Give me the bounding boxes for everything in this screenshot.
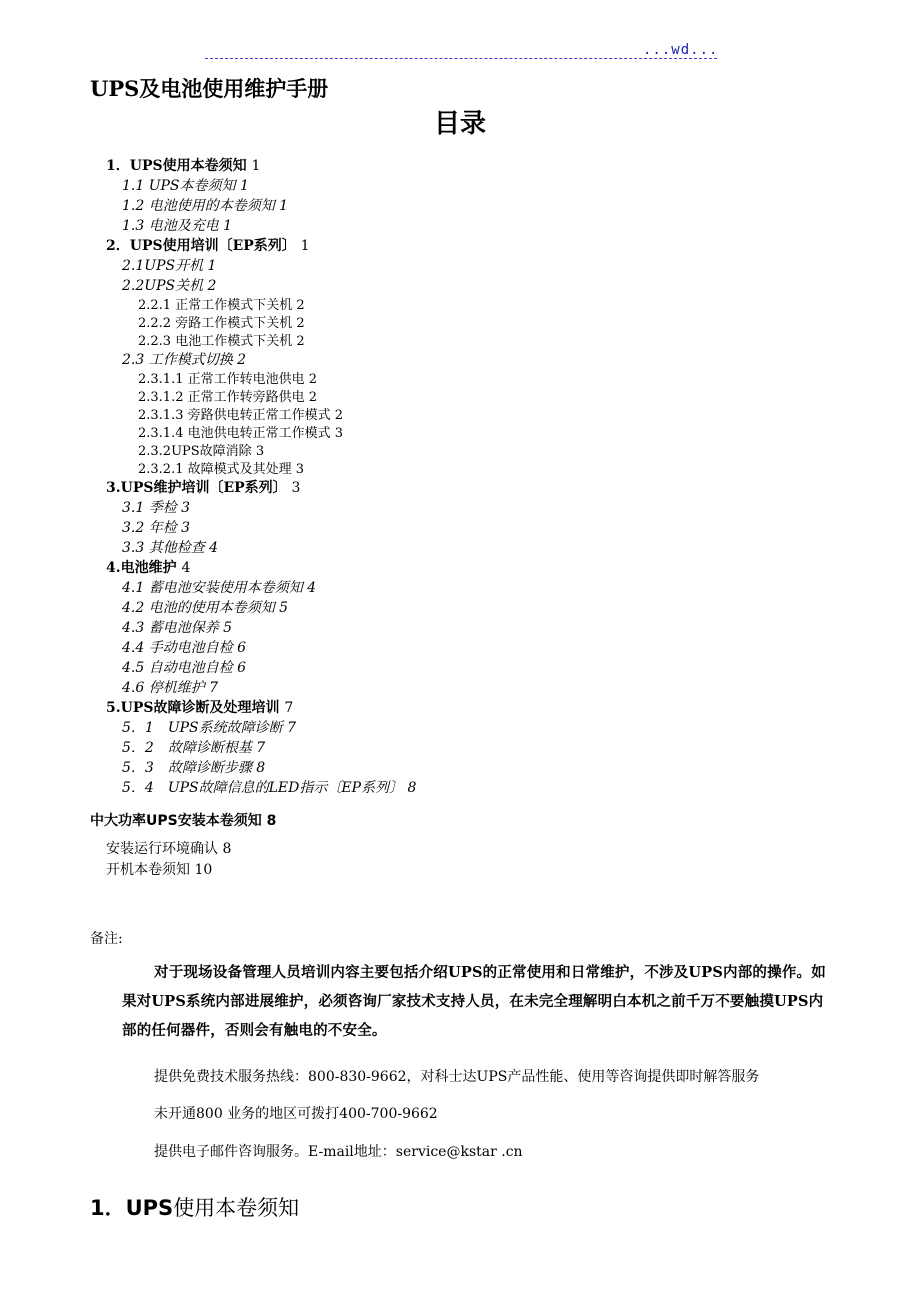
toc-entry-page: 7 [209,680,219,696]
toc-entry-page: 1 [300,238,310,254]
toc-entry-page: 2 [296,298,305,313]
toc-entry[interactable] [138,386,317,405]
toc-entry[interactable] [122,577,316,597]
header-dashed-rule [205,58,717,59]
toc-entry-label: 1.2 电池使用的本卷须知 [122,198,275,214]
alt-hotline-line: 未开通800 业务的地区可拨打400-700-9662 [154,1106,438,1122]
toc-entry-label: 5.UPS故障诊断及处理培训 [106,700,280,716]
toc-entry[interactable] [106,859,212,879]
notes-paragraph: 对于现场设备管理人员培训内容主要包括介绍UPS的正常使用和日常维护，不涉及UPS内部的操作。如果对UPS系统内部进展维护，必须咨询厂家技术支持人员，在未完全理解明白本机之前千万不要触摸UPS内部的任何器件，否则会有触电的不安全。 [122,964,826,1039]
toc-entry[interactable] [106,235,310,255]
toc-entry-page: 1 [251,158,261,174]
toc-entry-page: 5 [279,600,289,616]
toc-entry-label: 2.2.2 旁路工作模式下关机 [138,316,293,331]
toc-entry-label: 2.2.1 正常工作模式下关机 [138,298,293,313]
toc-entry-label: 3.2 年检 [122,520,177,536]
toc-entry[interactable] [122,349,246,369]
toc-entry-label: 2.3.1.1 正常工作转电池供电 [138,372,305,387]
toc-entry-page: 6 [237,660,247,676]
toc-entry-label: 2.3.2UPS故障消除 [138,444,252,459]
toc-entry[interactable] [138,422,343,441]
toc-entry[interactable] [122,717,296,737]
toc-entry[interactable] [122,497,190,517]
toc-entry-page: 8 [407,780,417,796]
toc-entry-page: 7 [287,720,296,736]
toc-entry[interactable] [122,757,265,777]
toc-entry[interactable] [122,255,216,275]
toc-entry-page: 8 [256,760,266,776]
toc-entry-page: 3 [181,520,191,536]
toc-entry-page: 10 [194,862,213,878]
toc-entry-label: 1．UPS使用本卷须知 [106,158,247,174]
header-watermark: ...wd... [643,42,719,58]
toc-entry-page: 3 [255,444,265,459]
toc-entry-label: 4.2 电池的使用本卷须知 [122,600,275,616]
toc-entry[interactable] [138,294,305,313]
email-line: 提供电子邮件咨询服务。E-mail地址：service@kstar .cn [154,1144,523,1160]
toc-entry-label: 5．1 UPS系统故障诊断 [122,720,283,736]
toc-entry[interactable] [122,175,249,195]
toc-entry-label: 3.3 其他检查 [122,540,205,556]
toc-entry-page: 4 [209,540,219,556]
extra-section-title: 中大功率UPS安装本卷须知 8 [90,813,277,829]
toc-entry[interactable] [122,657,246,677]
toc-entry[interactable] [122,737,265,757]
notes-label: 备注: [90,931,123,947]
toc-entry[interactable] [106,557,190,577]
toc-entry-page: 2 [334,408,344,423]
toc-entry-page: 3 [334,426,344,441]
section-heading [90,1192,299,1222]
section-title: 使用本卷须知 [173,1196,300,1220]
toc-entry-page: 2 [308,390,318,405]
toc-entry-page: 3 [295,462,305,477]
toc-entry[interactable] [138,330,305,349]
toc-entry-label: 5．2 故障诊断根基 [122,740,252,756]
section-number: 1．UPS [90,1196,174,1220]
toc-entry-label: 4.4 手动电池自检 [122,640,233,656]
toc-entry-label: 2.3 工作模式切换 [122,352,233,368]
toc-entry[interactable] [122,215,232,235]
toc-entry[interactable] [122,637,246,657]
toc-entry-page: 7 [284,700,294,716]
toc-entry[interactable] [122,597,288,617]
toc-entry-page: 8 [222,841,232,857]
toc-entry-page: 2 [296,316,305,331]
toc-entry-page: 2 [296,334,305,349]
toc-entry-label: 4.5 自动电池自检 [122,660,233,676]
toc-entry-label: 1.1 UPS本卷须知 [122,178,236,194]
toc-entry-page: 7 [256,740,266,756]
toc-entry-label: 5．4 UPS故障信息的LED指示〔EP系列〕 [122,780,404,796]
toc-entry-label: 2.1UPS开机 [122,258,204,274]
toc-entry-page: 1 [279,198,289,214]
toc-entry[interactable] [106,838,231,858]
toc-entry-label: 4.电池维护 [106,560,177,576]
toc-entry[interactable] [138,458,304,477]
toc-entry-label: 2.2.3 电池工作模式下关机 [138,334,293,349]
toc-entry-label: 4.6 停机维护 [122,680,205,696]
toc-entry-label: 2.3.1.2 正常工作转旁路供电 [138,390,305,405]
toc-entry-label: 2．UPS使用培训〔EP系列〕 [106,238,296,254]
toc-entry-label: 5．3 故障诊断步骤 [122,760,252,776]
toc-entry-label: 开机本卷须知 [106,862,190,878]
hotline-line: 提供免费技术服务热线：800-830-9662，对科士达UPS产品性能、使用等咨询提供即时解答服务 [154,1069,760,1085]
toc-entry[interactable] [122,677,218,697]
toc-entry[interactable] [122,517,190,537]
toc-entry[interactable] [122,777,416,797]
toc-entry[interactable] [106,477,300,497]
toc-entry-page: 1 [239,178,249,194]
toc-entry-label: 安装运行环境确认 [106,841,218,857]
toc-entry-page: 4 [307,580,317,596]
toc-entry[interactable] [138,368,317,387]
toc-entry[interactable] [122,617,232,637]
toc-entry-label: 2.3.1.4 电池供电转正常工作模式 [138,426,331,441]
toc-entry-page: 1 [223,218,233,234]
toc-entry[interactable] [138,440,264,459]
toc-entry-page: 6 [237,640,247,656]
toc-entry-page: 3 [291,480,301,496]
toc-entry[interactable] [138,312,305,331]
toc-entry-label: 2.2UPS关机 [122,278,204,294]
toc-entry[interactable] [106,155,260,175]
toc-entry[interactable] [138,404,343,423]
toc-entry-label: 2.3.1.3 旁路供电转正常工作模式 [138,408,331,423]
toc-entry-page: 4 [181,560,191,576]
toc-entry-label: 4.3 蓄电池保养 [122,620,219,636]
toc-entry[interactable] [106,697,293,717]
toc-entry-label: 4.1 蓄电池安装使用本卷须知 [122,580,303,596]
toc-entry-label: 3.UPS维护培训〔EP系列〕 [106,480,287,496]
toc-entry-label: 3.1 季检 [122,500,177,516]
toc-entry-page: 5 [223,620,233,636]
toc-entry[interactable] [122,537,218,557]
toc-entry-page: 2 [308,372,318,387]
toc-entry-label: 1.3 电池及充电 [122,218,219,234]
toc-entry-page: 1 [207,258,217,274]
toc-entry-page: 2 [237,352,247,368]
toc-entry-page: 2 [207,278,217,294]
toc-entry-label: 2.3.2.1 故障模式及其处理 [138,462,292,477]
toc-entry[interactable] [122,195,288,215]
toc-entry-page: 3 [181,500,191,516]
toc-entry[interactable] [122,275,216,295]
document-title: UPS及电池使用维护手册 [90,76,329,101]
toc-heading: 目录 [433,109,486,139]
